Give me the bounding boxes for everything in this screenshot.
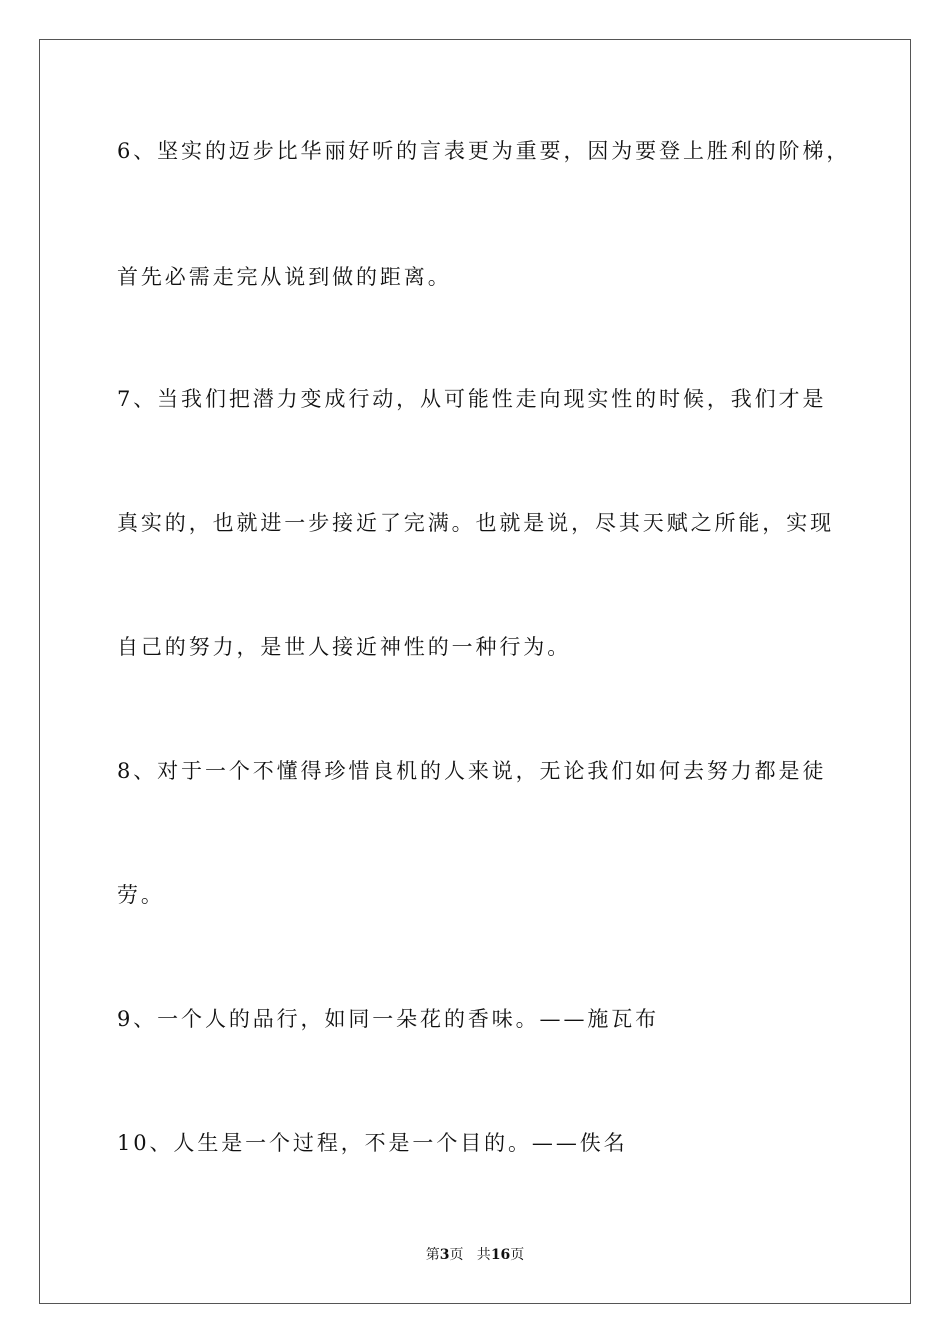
footer-current-page: 3 bbox=[439, 1247, 450, 1263]
paragraph-10-line-1: 10、人生是一个过程，不是一个目的。——佚名 bbox=[117, 1131, 628, 1155]
footer-total-pages: 16 bbox=[490, 1247, 511, 1263]
paragraph-9-line-1: 9、一个人的品行，如同一朵花的香味。——施瓦布 bbox=[117, 1007, 660, 1031]
footer-suffix: 页 bbox=[510, 1247, 525, 1263]
paragraph-6-line-2: 首先必需走完从说到做的距离。 bbox=[117, 265, 452, 289]
paragraph-7-line-2: 真实的，也就进一步接近了完满。也就是说，尽其天赋之所能，实现 bbox=[117, 511, 834, 535]
paragraph-6-line-1: 6、坚实的迈步比华丽好听的言表更为重要，因为要登上胜利的阶梯， bbox=[117, 139, 851, 163]
paragraph-8-line-1: 8、对于一个不懂得珍惜良机的人来说，无论我们如何去努力都是徒 bbox=[117, 759, 827, 783]
page-border bbox=[39, 39, 911, 1304]
page-footer bbox=[0, 1246, 950, 1264]
footer-prefix: 第 bbox=[425, 1247, 440, 1263]
paragraph-7-line-3: 自己的努力，是世人接近神性的一种行为。 bbox=[117, 635, 572, 659]
footer-middle: 页 共 bbox=[449, 1247, 491, 1263]
paragraph-7-line-1: 7、当我们把潜力变成行动，从可能性走向现实性的时候，我们才是 bbox=[117, 387, 827, 411]
paragraph-8-line-2: 劳。 bbox=[117, 883, 165, 907]
